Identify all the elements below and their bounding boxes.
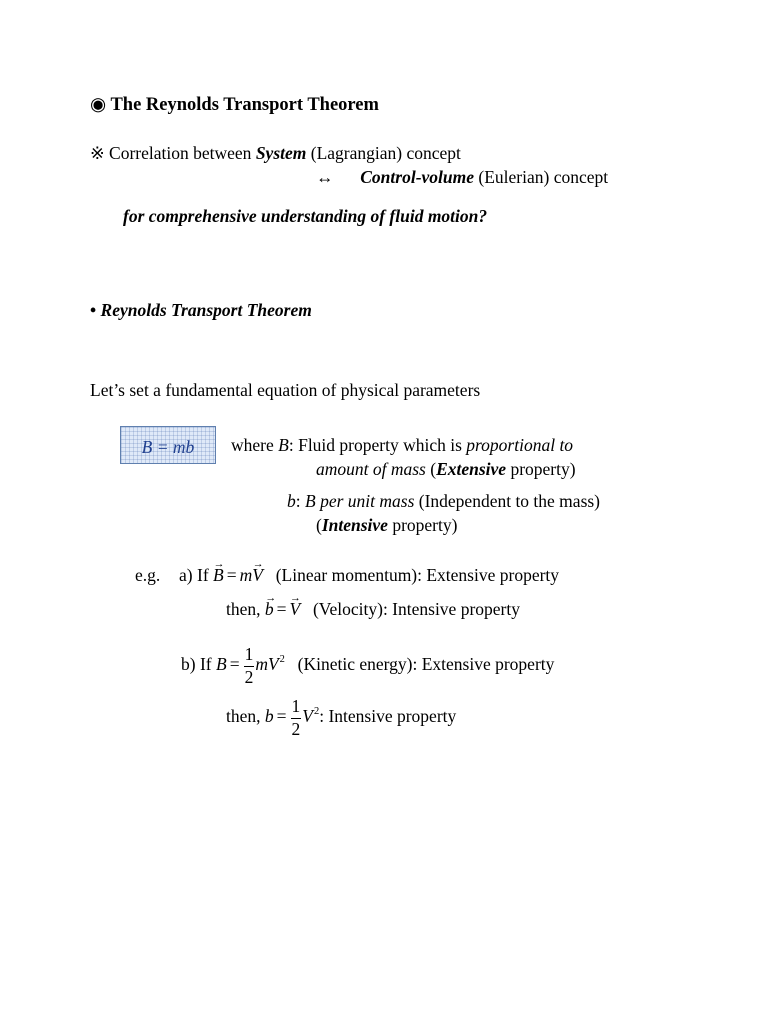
- vector-b: → b: [265, 601, 274, 619]
- page-title-text: The Reynolds Transport Theorem: [110, 95, 379, 115]
- then-word: then,: [226, 599, 261, 619]
- symbol-m: m: [239, 565, 253, 585]
- symbol-V: V: [302, 706, 313, 727]
- symbol-mV: mV: [255, 654, 279, 675]
- intensive-term: Intensive: [321, 515, 388, 535]
- vector-V-2: → V: [290, 601, 301, 619]
- example-a-if: a) If: [179, 565, 209, 585]
- fraction-half-2: [291, 698, 302, 738]
- example-a-desc-2: (Velocity): Intensive property: [312, 599, 520, 619]
- eg-label: e.g.: [135, 565, 161, 585]
- example-b-then: [226, 698, 456, 738]
- reference-mark-icon: ※: [90, 143, 105, 163]
- question-line: for comprehensive understanding of fluid motion?: [123, 206, 488, 226]
- example-a-then: [226, 601, 520, 619]
- where-word: where: [231, 435, 274, 455]
- equals-sign: =: [226, 565, 237, 585]
- vector-B: → B: [213, 567, 224, 585]
- equals-sign-4: =: [276, 706, 287, 727]
- definition-b: [287, 493, 600, 511]
- extensive-term: Extensive: [436, 459, 507, 479]
- fraction-numerator: 1: [244, 646, 255, 667]
- colon: :: [295, 491, 301, 511]
- property-close: property): [510, 459, 576, 479]
- system-term: System: [255, 143, 307, 163]
- fraction-denominator: 2: [244, 666, 254, 687]
- example-a: [135, 567, 559, 585]
- b-per-unit-text: B per unit mass: [305, 491, 415, 511]
- example-b: [181, 646, 554, 686]
- eulerian-text: (Eulerian) concept: [478, 167, 609, 187]
- example-b-desc-2: : Intensive property: [319, 706, 457, 727]
- equals-sign-3: =: [229, 654, 240, 675]
- page-title: [90, 96, 379, 115]
- amount-of-mass-text: amount of mass: [316, 459, 426, 479]
- section-title: Reynolds Transport Theorem: [100, 300, 312, 320]
- boxed-equation: [120, 426, 216, 464]
- section-heading: [90, 302, 312, 320]
- correlation-line: [90, 145, 461, 163]
- paren-open: (: [430, 459, 437, 479]
- symbol-B: B: [278, 435, 289, 455]
- symbol-B-2: B: [215, 654, 227, 675]
- intensive-close: property): [392, 515, 458, 535]
- equals-sign-2: =: [276, 599, 287, 619]
- symbol-b-2: b: [264, 706, 274, 727]
- correlation-prefix: Correlation between: [109, 143, 252, 163]
- target-bullet-icon: ◉: [90, 95, 107, 115]
- definition-b-line2: [316, 517, 457, 535]
- definition-B-text: : Fluid property which is: [288, 435, 462, 455]
- control-volume-term: Control-volume: [360, 167, 475, 187]
- fraction-denominator-2: 2: [291, 718, 301, 739]
- definition-B: [231, 437, 573, 455]
- then-word-2: then,: [226, 706, 261, 727]
- exponent-2: 2: [279, 654, 285, 666]
- bullet-icon: •: [90, 300, 97, 320]
- symbol-b: b: [287, 491, 296, 511]
- example-a-desc: (Linear momentum): Extensive property: [275, 565, 560, 585]
- double-arrow-icon: ↔: [316, 167, 334, 187]
- fraction-half: [244, 646, 255, 686]
- fraction-numerator-2: 1: [291, 698, 302, 719]
- correlation-line-2: [316, 169, 608, 187]
- boxed-equation-text: B = mb: [141, 437, 195, 457]
- example-b-desc: (Kinetic energy): Extensive property: [297, 654, 555, 675]
- proportional-text: proportional to: [466, 435, 574, 455]
- lagrangian-text: (Lagrangian) concept: [310, 143, 461, 163]
- exponent-2-b: 2: [313, 706, 320, 718]
- example-b-if: b) If: [181, 654, 212, 675]
- paren-open-2: (: [316, 515, 322, 535]
- vector-V: → V: [252, 567, 263, 585]
- definition-B-line2: [316, 461, 576, 479]
- intro-text: Let’s set a fundamental equation of physical parameters: [90, 380, 481, 400]
- independent-text: (Independent to the mass): [418, 491, 601, 511]
